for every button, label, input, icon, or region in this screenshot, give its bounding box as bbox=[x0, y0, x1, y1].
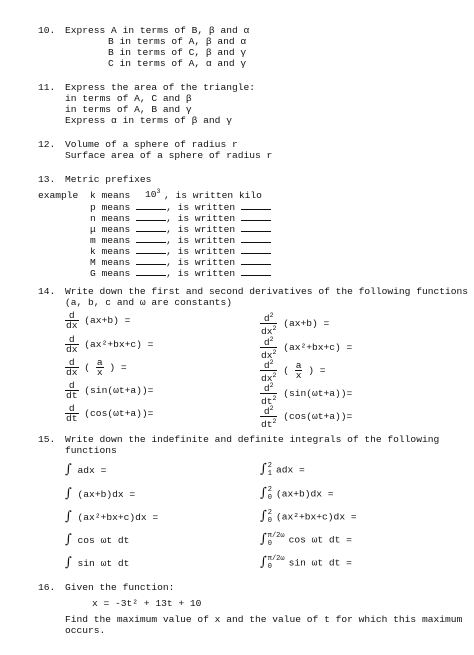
derivative-expression: (ax²+bx+c) bbox=[84, 339, 142, 351]
q14-line: (a, b, c and ω are constants) bbox=[65, 297, 232, 308]
indefinite-integral-item bbox=[65, 534, 129, 546]
integral-sign-icon: ∫ bbox=[65, 509, 72, 524]
q11-line: in terms of A, B and γ bbox=[65, 104, 192, 115]
prefix-label: m means bbox=[90, 235, 131, 246]
prefix-written-text: , is written bbox=[166, 268, 236, 279]
prefix-name-blank[interactable] bbox=[241, 212, 271, 221]
equals-sign: = bbox=[141, 339, 154, 351]
second-derivative-item bbox=[260, 358, 326, 383]
first-derivative-item bbox=[65, 358, 127, 377]
q10-line: C in terms of A, α and γ bbox=[108, 58, 247, 69]
integral-sign-icon: ∫ bbox=[260, 508, 267, 524]
integral-sign-icon: ∫ bbox=[65, 462, 72, 477]
prefix-answer-blank[interactable] bbox=[136, 201, 166, 210]
q13-number: 13. bbox=[38, 174, 56, 185]
derivative-operator: $\frac{d}{dt}$ bbox=[66, 380, 78, 401]
upper-limit: π/2ω bbox=[267, 555, 285, 563]
second-derivative-item bbox=[260, 404, 352, 429]
indefinite-integral-item bbox=[65, 557, 129, 569]
q13-example-base: 10 bbox=[145, 189, 157, 200]
prefix-name-blank[interactable] bbox=[241, 234, 271, 243]
indefinite-integral-item bbox=[65, 488, 135, 500]
q10-line: B in terms of A, β and α bbox=[108, 36, 247, 47]
integral-sign-icon: ∫ bbox=[65, 555, 72, 570]
integrand: cos ωt dt bbox=[77, 535, 130, 546]
lower-limit: 0 bbox=[267, 494, 272, 502]
derivative-operator: $\frac{d}{dx}$ bbox=[66, 310, 78, 331]
q15-line: functions bbox=[65, 445, 117, 456]
equals-sign: = bbox=[317, 318, 330, 330]
integral-limits bbox=[268, 509, 272, 525]
prefix-label: μ means bbox=[90, 224, 131, 235]
equals-sign: = bbox=[346, 388, 353, 400]
q14-line: Write down the first and second derivatives of the following functions bbox=[65, 286, 469, 297]
prefix-label: n means bbox=[90, 213, 131, 224]
definite-integral-item bbox=[260, 555, 352, 571]
derivative-expression: (ax+b) bbox=[84, 315, 119, 327]
integrand: (ax²+bx+c)dx = bbox=[77, 512, 159, 523]
first-derivative-item bbox=[65, 404, 153, 423]
derivative-operator: $\frac{d^2}{dt^2}$ bbox=[261, 382, 277, 407]
prefix-answer-blank[interactable] bbox=[136, 212, 166, 221]
q10-line: Express A in terms of B, β and α bbox=[65, 25, 250, 36]
first-derivative-item bbox=[65, 335, 153, 354]
q13-example-value bbox=[145, 186, 160, 200]
q10-line: B in terms of C, β and γ bbox=[108, 47, 247, 58]
derivative-operator: $\frac{d}{dt}$ bbox=[66, 403, 78, 424]
prefix-answer-blank[interactable] bbox=[136, 234, 166, 243]
derivative-operator: $\frac{d^2}{dt^2}$ bbox=[261, 405, 277, 430]
integral-limits bbox=[268, 532, 285, 548]
upper-limit: 2 bbox=[267, 462, 272, 470]
prefix-label: k means bbox=[90, 246, 131, 257]
derivative-expression: (sin(ωt+a)) bbox=[283, 388, 347, 400]
derivative-expression: ( $\frac{a}{x}$ ) bbox=[283, 360, 314, 381]
second-derivative-item bbox=[260, 335, 352, 360]
q16-line: Find the maximum value of x and the value of t for which this maximum bbox=[65, 614, 463, 625]
derivative-operator: $\frac{d^2}{dx^2}$ bbox=[261, 359, 277, 384]
prefix-label: M means bbox=[90, 257, 131, 268]
definite-integral-item bbox=[260, 486, 334, 502]
derivative-expression: ( $\frac{a}{x}$ ) bbox=[84, 357, 116, 378]
prefix-answer-blank[interactable] bbox=[136, 267, 166, 276]
prefix-written-text: , is written bbox=[166, 246, 236, 257]
q13-example-tail: , is written kilo bbox=[164, 190, 262, 201]
derivative-operator: $\frac{d}{dx}$ bbox=[66, 357, 78, 378]
q16-line: occurs. bbox=[65, 625, 106, 636]
equals-sign: = bbox=[340, 342, 353, 354]
q16-function: x = -3t² + 13t + 10 bbox=[92, 598, 202, 609]
integrand: sin ωt dt bbox=[77, 558, 130, 569]
derivative-operator: $\frac{d^2}{dx^2}$ bbox=[261, 312, 277, 337]
q11-line: in terms of A, C and β bbox=[65, 93, 192, 104]
indefinite-integral-item bbox=[65, 464, 106, 476]
q13-example-label: example bbox=[38, 190, 79, 201]
prefix-name-blank[interactable] bbox=[241, 223, 271, 232]
integral-sign-icon: ∫ bbox=[260, 554, 267, 570]
second-derivative-item bbox=[260, 381, 352, 406]
q13-example-exponent: 3 bbox=[156, 188, 161, 195]
integral-sign-icon: ∫ bbox=[260, 461, 267, 477]
q12-number: 12. bbox=[38, 139, 56, 150]
first-derivative-item bbox=[65, 381, 153, 400]
prefix-written-text: , is written bbox=[166, 224, 236, 235]
prefix-name-blank[interactable] bbox=[241, 245, 271, 254]
prefix-answer-blank[interactable] bbox=[136, 256, 166, 265]
prefix-written-text: , is written bbox=[166, 202, 236, 213]
q14-number: 14. bbox=[38, 286, 56, 297]
upper-limit: 2 bbox=[267, 486, 272, 494]
lower-limit: 0 bbox=[267, 540, 272, 548]
prefix-written-text: , is written bbox=[166, 257, 236, 268]
integral-sign-icon: ∫ bbox=[260, 485, 267, 501]
prefix-row bbox=[90, 267, 271, 279]
equals-sign: = bbox=[115, 362, 127, 374]
equals-sign: = bbox=[346, 411, 353, 423]
definite-integral-item bbox=[260, 462, 305, 478]
q11-line: Express α in terms of β and γ bbox=[65, 115, 232, 126]
lower-limit: 0 bbox=[267, 517, 272, 525]
derivative-expression: (sin(ωt+a)) bbox=[84, 385, 148, 397]
q11-line: Express the area of the triangle: bbox=[65, 82, 255, 93]
prefix-name-blank[interactable] bbox=[241, 256, 271, 265]
q15-line: Write down the indefinite and definite integrals of the following bbox=[65, 434, 440, 445]
prefix-name-blank[interactable] bbox=[241, 201, 271, 210]
equals-sign: = bbox=[314, 365, 326, 377]
derivative-expression: (cos(ωt+a)) bbox=[84, 408, 148, 420]
prefix-label: p means bbox=[90, 202, 131, 213]
prefix-label: G means bbox=[90, 268, 131, 279]
q13-example-text: k means bbox=[90, 190, 131, 201]
integral-sign-icon: ∫ bbox=[65, 486, 72, 501]
integral-limits bbox=[268, 486, 272, 502]
prefix-answer-blank[interactable] bbox=[136, 245, 166, 254]
integrand: (ax²+bx+c)dx = bbox=[275, 511, 357, 523]
upper-limit: π/2ω bbox=[267, 532, 285, 540]
equals-sign: = bbox=[118, 315, 131, 327]
integrand: sin ωt dt = bbox=[288, 557, 352, 569]
q12-line: Volume of a sphere of radius r bbox=[65, 139, 238, 150]
integral-limits bbox=[268, 462, 272, 478]
integral-limits bbox=[268, 555, 285, 571]
lower-limit: 1 bbox=[267, 470, 272, 478]
q15-number: 15. bbox=[38, 434, 56, 445]
q16-intro: Given the function: bbox=[65, 582, 175, 593]
second-derivative-item bbox=[260, 311, 329, 336]
equals-sign: = bbox=[147, 385, 154, 397]
integrand: (ax+b)dx = bbox=[275, 488, 334, 500]
prefix-written-text: , is written bbox=[166, 213, 236, 224]
derivative-expression: (ax+b) bbox=[283, 318, 318, 330]
integrand: adx = bbox=[275, 464, 305, 476]
q16-number: 16. bbox=[38, 582, 56, 593]
integral-sign-icon: ∫ bbox=[65, 532, 72, 547]
q12-line: Surface area of a sphere of radius r bbox=[65, 150, 273, 161]
definite-integral-item bbox=[260, 532, 352, 548]
q10-number: 10. bbox=[38, 25, 56, 36]
q13-title: Metric prefixes bbox=[65, 174, 152, 185]
lower-limit: 0 bbox=[267, 563, 272, 571]
definite-integral-item bbox=[260, 509, 357, 525]
prefix-name-blank[interactable] bbox=[241, 267, 271, 276]
prefix-answer-blank[interactable] bbox=[136, 223, 166, 232]
integrand: cos ωt dt = bbox=[288, 534, 352, 546]
equals-sign: = bbox=[147, 408, 154, 420]
derivative-expression: (ax²+bx+c) bbox=[283, 342, 341, 354]
upper-limit: 2 bbox=[267, 509, 272, 517]
prefix-written-text: , is written bbox=[166, 235, 236, 246]
derivative-expression: (cos(ωt+a)) bbox=[283, 411, 347, 423]
integral-sign-icon: ∫ bbox=[260, 531, 267, 547]
indefinite-integral-item bbox=[65, 511, 158, 523]
derivative-operator: $\frac{d^2}{dx^2}$ bbox=[261, 336, 277, 361]
integrand: (ax+b)dx = bbox=[77, 489, 136, 500]
derivative-operator: $\frac{d}{dx}$ bbox=[66, 334, 78, 355]
q11-number: 11. bbox=[38, 82, 56, 93]
integrand: adx = bbox=[77, 465, 107, 476]
first-derivative-item bbox=[65, 311, 130, 330]
